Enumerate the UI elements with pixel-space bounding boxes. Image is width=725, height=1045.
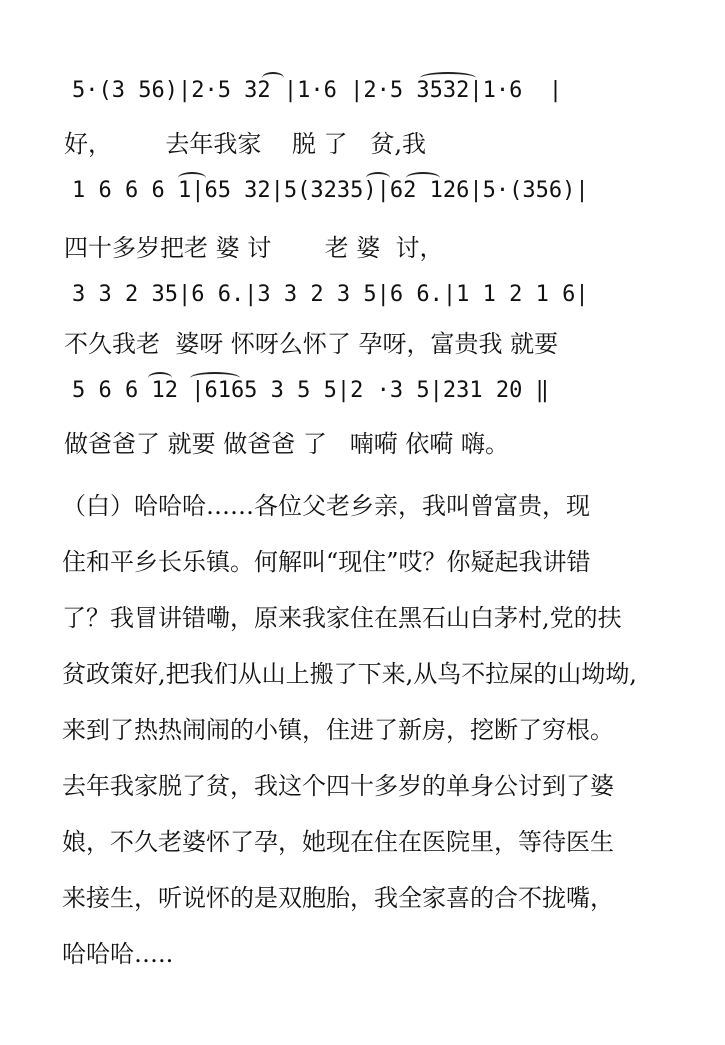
notation-row-2: 1 6 6 6 1|65 32|5(3235)|62 126|5·(356)| [72,178,589,203]
slur-mark [406,172,440,184]
lyric-row-1: 好， 去年我家 脱 了 贫,我 [64,130,427,158]
speech-line-9: 哈哈哈….. [62,940,174,968]
speech-line-1: （白）哈哈哈……各位父老乡亲，我叫曾富贵，现 [62,492,590,520]
lyric-row-2: 四十多岁把老 婆 讨 老 婆 讨， [64,234,444,262]
speech-line-3: 了？我冒讲错嘞，原来我家住在黑石山白茅村,党的扶 [62,604,622,632]
lyric-row-4: 做爸爸了 就要 做爸爸 了 喃嗬 依嗬 嗨。 [64,430,510,458]
slur-mark [420,72,476,84]
notation-row-3: 3 3 2 35|6 6.|3 3 2 3 5|6 6.|1 1 2 1 6| [72,282,589,307]
slur-mark [366,172,390,184]
speech-line-4: 贫政策好,把我们从山上搬了下来,从鸟不拉屎的山坳坳, [62,660,637,688]
notation-row-4: 5 6 6 12 |6165 3 5 5|2 ·3 5|231 20 ‖ [72,378,549,403]
speech-line-6: 去年我家脱了贫，我这个四十多岁的单身公讨到了婆 [62,772,614,800]
notation-row-1: 5·(3 56)|2·5 32 |1·6 |2·5 3532|1·6 | [72,78,563,103]
slur-mark [190,372,240,384]
slur-mark [148,372,172,384]
speech-line-8: 来接生，听说怀的是双胞胎，我全家喜的合不拢嘴， [62,884,614,912]
speech-line-2: 住和平乡长乐镇。何解叫“现住”哎？你疑起我讲错 [62,548,591,576]
speech-line-7: 娘，不久老婆怀了孕，她现在住在医院里，等待医生 [62,828,614,856]
speech-line-5: 来到了热热闹闹的小镇，住进了新房，挖断了穷根。 [62,716,614,744]
slur-mark [178,172,206,184]
lyric-row-3: 不久我老 婆呀 怀呀么怀了 孕呀，富贵我 就要 [64,330,559,358]
slur-mark [262,72,284,84]
